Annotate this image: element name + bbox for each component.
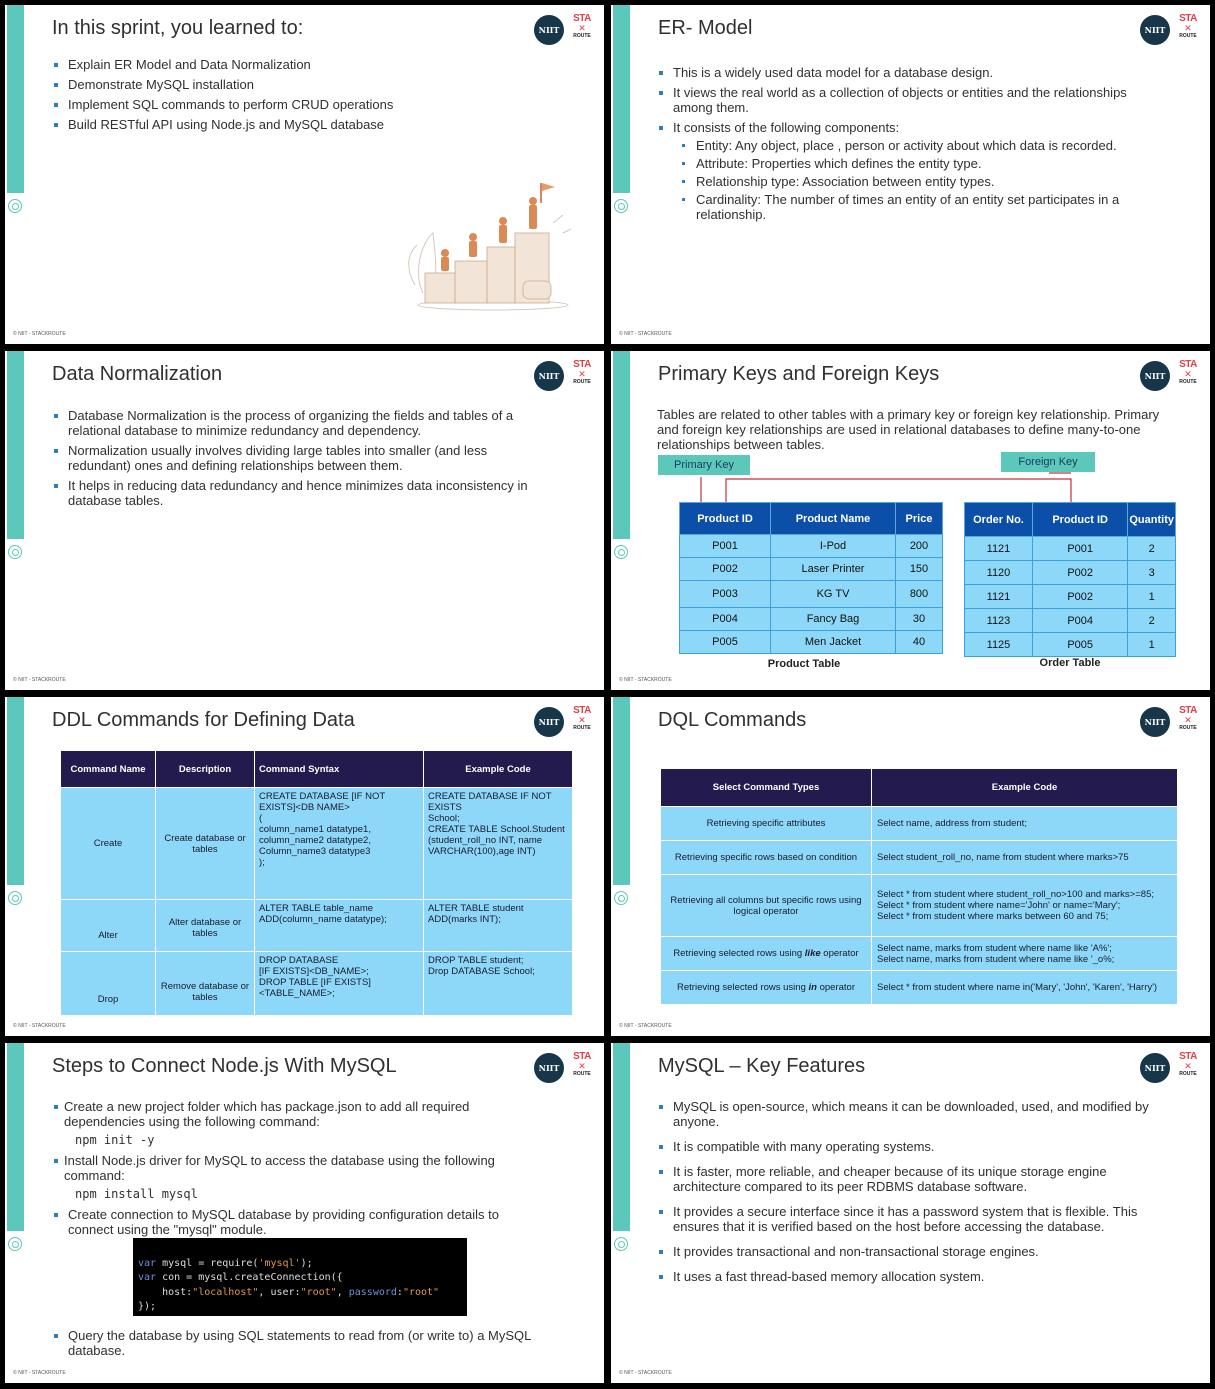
slide-ddl-commands: [5, 697, 604, 1036]
footer-copyright: © NIIT - STACKROUTE: [13, 1370, 66, 1376]
stackroute-logo-icon: STA ✕ ROUTE: [1179, 705, 1197, 731]
stackroute-logo-icon: STA ✕ ROUTE: [1179, 13, 1197, 39]
niit-logo-icon: NIIT: [534, 15, 564, 45]
list-item: Cardinality: The number of times an entity of an entity set participates in a relationship.: [681, 192, 1151, 222]
list-item: MySQL is open-source, which means it can be downloaded, used, and modified by anyone.: [658, 1099, 1168, 1129]
ring-icon: [614, 545, 628, 559]
column-header: Example Code: [424, 751, 573, 788]
slide-title: MySQL – Key Features: [658, 1055, 866, 1077]
table-row: [680, 608, 943, 631]
list-item: Relationship type: Association between entity types.: [681, 174, 1151, 189]
footer-copyright: © NIIT - STACKROUTE: [619, 677, 672, 683]
table-cell: ALTER TABLE student ADD(marks INT);: [424, 900, 573, 952]
table-cell: Retrieving specific rows based on condition: [661, 841, 872, 875]
table-cell: P002: [1032, 561, 1127, 585]
list-item: Install Node.js driver for MySQL to access the database using the following command:: [53, 1153, 533, 1183]
column-header: Quantity: [1128, 503, 1176, 537]
table-cell: Select name, address from student;: [872, 807, 1178, 841]
table-cell: Select * from student where student_roll_no>100 and marks>=85; Select * from student where name='John' or name='Mary'; Select * from student where marks between 60 and 75;: [872, 875, 1178, 937]
column-header: Example Code: [872, 769, 1178, 807]
table-cell: Laser Printer: [771, 558, 896, 581]
niit-logo-icon: NIIT: [1140, 1053, 1170, 1083]
footer-copyright: © NIIT - STACKROUTE: [619, 1023, 672, 1029]
table-row: [61, 900, 573, 952]
accent-bar: [7, 351, 24, 539]
ring-icon: [8, 1237, 22, 1251]
column-header: Order No.: [965, 503, 1033, 537]
stackroute-logo-icon: STA ✕ ROUTE: [573, 359, 591, 385]
ddl-table: [60, 750, 573, 1016]
list-item: It provides a secure interface since it has a password system that is flexible. This ensures that it is verified based on the host before accessing the database.: [658, 1204, 1168, 1234]
niit-logo-icon: NIIT: [1140, 15, 1170, 45]
accent-bar: [613, 1043, 630, 1231]
list-item: Create connection to MySQL database by providing configuration details to connect using the "mysql" module.: [53, 1207, 533, 1237]
ring-icon: [614, 199, 628, 213]
table-cell: Retrieving selected rows using like operator: [661, 937, 872, 971]
niit-logo-icon: NIIT: [1140, 707, 1170, 737]
table-cell: 1120: [965, 561, 1033, 585]
list-item: It uses a fast thread-based memory allocation system.: [658, 1269, 1168, 1284]
list-item: Query the database by using SQL statements to read from (or write to) a MySQL database.: [53, 1328, 553, 1358]
slide-data-normalization: [5, 351, 604, 690]
niit-logo-icon: NIIT: [534, 1053, 564, 1083]
table-cell: CREATE DATABASE IF NOT EXISTS School; CREATE TABLE School.Student (student_roll_no INT, name VARCHAR(100),age INT): [424, 788, 573, 900]
table-cell: Retrieving selected rows using in operator: [661, 971, 872, 1005]
table-cell: P002: [1032, 585, 1127, 609]
ring-icon: [8, 891, 22, 905]
table-cell: 150: [896, 558, 943, 581]
table-cell: 1: [1128, 633, 1176, 657]
slide-mysql-key-features: [611, 1043, 1210, 1383]
table-cell: P005: [680, 631, 771, 654]
bullet-list: [53, 1328, 553, 1358]
table-row: [661, 841, 1178, 875]
table-row: [661, 875, 1178, 937]
table-row: [680, 535, 943, 558]
column-header: Price: [896, 503, 943, 535]
column-header: Select Command Types: [661, 769, 872, 807]
teamwork-illustration: [403, 173, 573, 313]
list-item: Database Normalization is the process of organizing the fields and tables of a relational database to minimize redundancy and dependency.: [53, 408, 543, 438]
table-cell: 2: [1128, 609, 1176, 633]
list-item: Implement SQL commands to perform CRUD operations: [53, 97, 533, 112]
slide-title: ER- Model: [658, 17, 753, 39]
table-cell: DROP DATABASE [IF EXISTS]<DB_NAME>; DROP TABLE [IF EXISTS] <TABLE_NAME>;: [255, 952, 424, 1016]
slide-title: Primary Keys and Foreign Keys: [658, 363, 940, 385]
slide-connect-node-mysql: [5, 1043, 604, 1383]
slide-title: DDL Commands for Defining Data: [52, 709, 355, 731]
table-cell: Remove database or tables: [156, 952, 255, 1016]
table-row: [680, 631, 943, 654]
table-cell: 30: [896, 608, 943, 631]
table-row: [661, 971, 1178, 1005]
table-cell: P005: [1032, 633, 1127, 657]
stackroute-logo-icon: STA ✕ ROUTE: [1179, 1051, 1197, 1077]
table-cell: I-Pod: [771, 535, 896, 558]
column-header: Description: [156, 751, 255, 788]
table-cell: Retrieving all columns but specific rows using logical operator: [661, 875, 872, 937]
table-cell: Select name, marks from student where name like 'A%'; Select name, marks from student where name like '_o%;: [872, 937, 1178, 971]
table-cell: 1121: [965, 585, 1033, 609]
table-header-row: [61, 751, 573, 788]
niit-logo-icon: NIIT: [534, 361, 564, 391]
column-header: Product Name: [771, 503, 896, 535]
table-cell: Fancy Bag: [771, 608, 896, 631]
table-cell: 1121: [965, 537, 1033, 561]
stackroute-logo-icon: STA ✕ ROUTE: [573, 13, 591, 39]
column-header: Command Syntax: [255, 751, 424, 788]
footer-copyright: © NIIT - STACKROUTE: [619, 1370, 672, 1376]
table-cell: P004: [680, 608, 771, 631]
slide-title: Data Normalization: [52, 363, 223, 385]
slide-dql-commands: [611, 697, 1210, 1036]
table-cell: P001: [680, 535, 771, 558]
product-table-caption: Product Table: [767, 658, 841, 670]
list-item: Build RESTful API using Node.js and MySQL database: [53, 117, 533, 132]
table-cell: DROP TABLE student; Drop DATABASE School;: [424, 952, 573, 1016]
table-header-row: [680, 503, 943, 535]
sub-bullet-list: [681, 138, 1151, 222]
list-item: It consists of the following components:: [658, 120, 1158, 135]
slide-sprint-summary: [5, 5, 604, 344]
table-cell: 1123: [965, 609, 1033, 633]
foreign-key-label: Foreign Key: [1001, 452, 1095, 472]
stackroute-logo-icon: STA ✕ ROUTE: [1179, 359, 1197, 385]
ring-icon: [614, 1237, 628, 1251]
table-row: [661, 937, 1178, 971]
niit-logo-icon: NIIT: [1140, 361, 1170, 391]
table-cell: Select student_roll_no, name from student where marks>75: [872, 841, 1178, 875]
table-row: [680, 581, 943, 608]
list-item: Entity: Any object, place , person or activity about which data is recorded.: [681, 138, 1151, 153]
table-cell: Create database or tables: [156, 788, 255, 900]
table-cell: CREATE DATABASE [IF NOT EXISTS]<DB NAME> ( column_name1 datatype1, column_name2 datatype2, Column_name3 datatype3 );: [255, 788, 424, 900]
table-cell: Alter: [61, 900, 156, 952]
table-row: [61, 788, 573, 900]
order-table-caption: Order Table: [1039, 657, 1101, 669]
table-row: [661, 807, 1178, 841]
table-cell: Create: [61, 788, 156, 900]
slide-er-model: [611, 5, 1210, 344]
table-cell: Select * from student where name in('Mary', 'John', 'Karen', 'Harry'): [872, 971, 1178, 1005]
list-item: It provides transactional and non-transactional storage engines.: [658, 1244, 1168, 1259]
table-cell: 2: [1128, 537, 1176, 561]
code-block: var mysql = require('mysql'); var con = mysql.createConnection({ host:"localhost", user:"root", password:"root" });: [133, 1238, 467, 1316]
slide-title: In this sprint, you learned to:: [52, 17, 304, 39]
stackroute-logo-icon: STA ✕ ROUTE: [573, 705, 591, 731]
column-header: Product ID: [680, 503, 771, 535]
table-cell: Men Jacket: [771, 631, 896, 654]
list-item: It views the real world as a collection of objects or entities and the relationships among them.: [658, 85, 1158, 115]
table-cell: P003: [680, 581, 771, 608]
bullet-list: [53, 57, 533, 132]
footer-copyright: © NIIT - STACKROUTE: [13, 677, 66, 683]
list-item: Normalization usually involves dividing large tables into smaller (and less redundant) ones and defining relationships between them.: [53, 443, 543, 473]
list-item: It is compatible with many operating systems.: [658, 1139, 1168, 1154]
list-item: Explain ER Model and Data Normalization: [53, 57, 533, 72]
table-cell: P002: [680, 558, 771, 581]
column-header: Command Name: [61, 751, 156, 788]
table-row: [965, 633, 1176, 657]
table-header-row: [965, 503, 1176, 537]
list-item: This is a widely used data model for a database design.: [658, 65, 1158, 80]
slide-title: DQL Commands: [658, 709, 807, 731]
ring-icon: [614, 891, 628, 905]
stackroute-logo-icon: STA ✕ ROUTE: [573, 1051, 591, 1077]
footer-copyright: © NIIT - STACKROUTE: [619, 331, 672, 337]
step-list: [53, 1099, 533, 1237]
accent-bar: [613, 5, 630, 193]
footer-copyright: © NIIT - STACKROUTE: [13, 331, 66, 337]
accent-bar: [7, 5, 24, 193]
table-cell: 200: [896, 535, 943, 558]
accent-bar: [7, 1043, 24, 1231]
footer-copyright: © NIIT - STACKROUTE: [13, 1023, 66, 1029]
column-header: Product ID: [1032, 503, 1127, 537]
accent-bar: [613, 697, 630, 885]
bullet-list: [53, 408, 543, 508]
bullet-list: [658, 1099, 1168, 1284]
table-cell: 40: [896, 631, 943, 654]
list-item: Create a new project folder which has package.json to add all required dependencies using the following command:: [53, 1099, 533, 1129]
table-row: [965, 609, 1176, 633]
list-item: It helps in reducing data redundancy and hence minimizes data inconsistency in database tables.: [53, 478, 543, 508]
list-item: It is faster, more reliable, and cheaper because of its unique storage engine architecture compared to its peer RDBMS database software.: [658, 1164, 1168, 1194]
accent-bar: [7, 697, 24, 885]
slide-title: Steps to Connect Node.js With MySQL: [52, 1055, 397, 1077]
command-npm-init: npm init -y: [75, 1133, 155, 1147]
intro-text: Tables are related to other tables with a primary key or foreign key relationship. Primary and foreign key relationships are used in relational databases to define many-to-one relationships between tables.: [657, 407, 1160, 452]
table-cell: 800: [896, 581, 943, 608]
table-row: [61, 952, 573, 1016]
table-cell: 1: [1128, 585, 1176, 609]
table-cell: Drop: [61, 952, 156, 1016]
table-row: [965, 585, 1176, 609]
list-item: Demonstrate MySQL installation: [53, 77, 533, 92]
ring-icon: [8, 199, 22, 213]
product-table: [679, 502, 943, 654]
primary-key-label: Primary Key: [658, 455, 750, 475]
table-cell: 3: [1128, 561, 1176, 585]
table-cell: P004: [1032, 609, 1127, 633]
ring-icon: [8, 545, 22, 559]
table-row: [680, 558, 943, 581]
list-item: Attribute: Properties which defines the entity type.: [681, 156, 1151, 171]
slide-primary-foreign-keys: [611, 351, 1210, 690]
table-cell: 1125: [965, 633, 1033, 657]
table-cell: KG TV: [771, 581, 896, 608]
bullet-list: [658, 65, 1158, 135]
table-header-row: [661, 769, 1178, 807]
niit-logo-icon: NIIT: [534, 707, 564, 737]
table-cell: Retrieving specific attributes: [661, 807, 872, 841]
table-row: [965, 561, 1176, 585]
table-cell: P001: [1032, 537, 1127, 561]
table-cell: ALTER TABLE table_name ADD(column_name datatype);: [255, 900, 424, 952]
dql-table: [660, 768, 1178, 1005]
order-table: [964, 502, 1176, 657]
command-npm-install: npm install mysql: [75, 1187, 198, 1201]
table-row: [965, 537, 1176, 561]
table-cell: Alter database or tables: [156, 900, 255, 952]
